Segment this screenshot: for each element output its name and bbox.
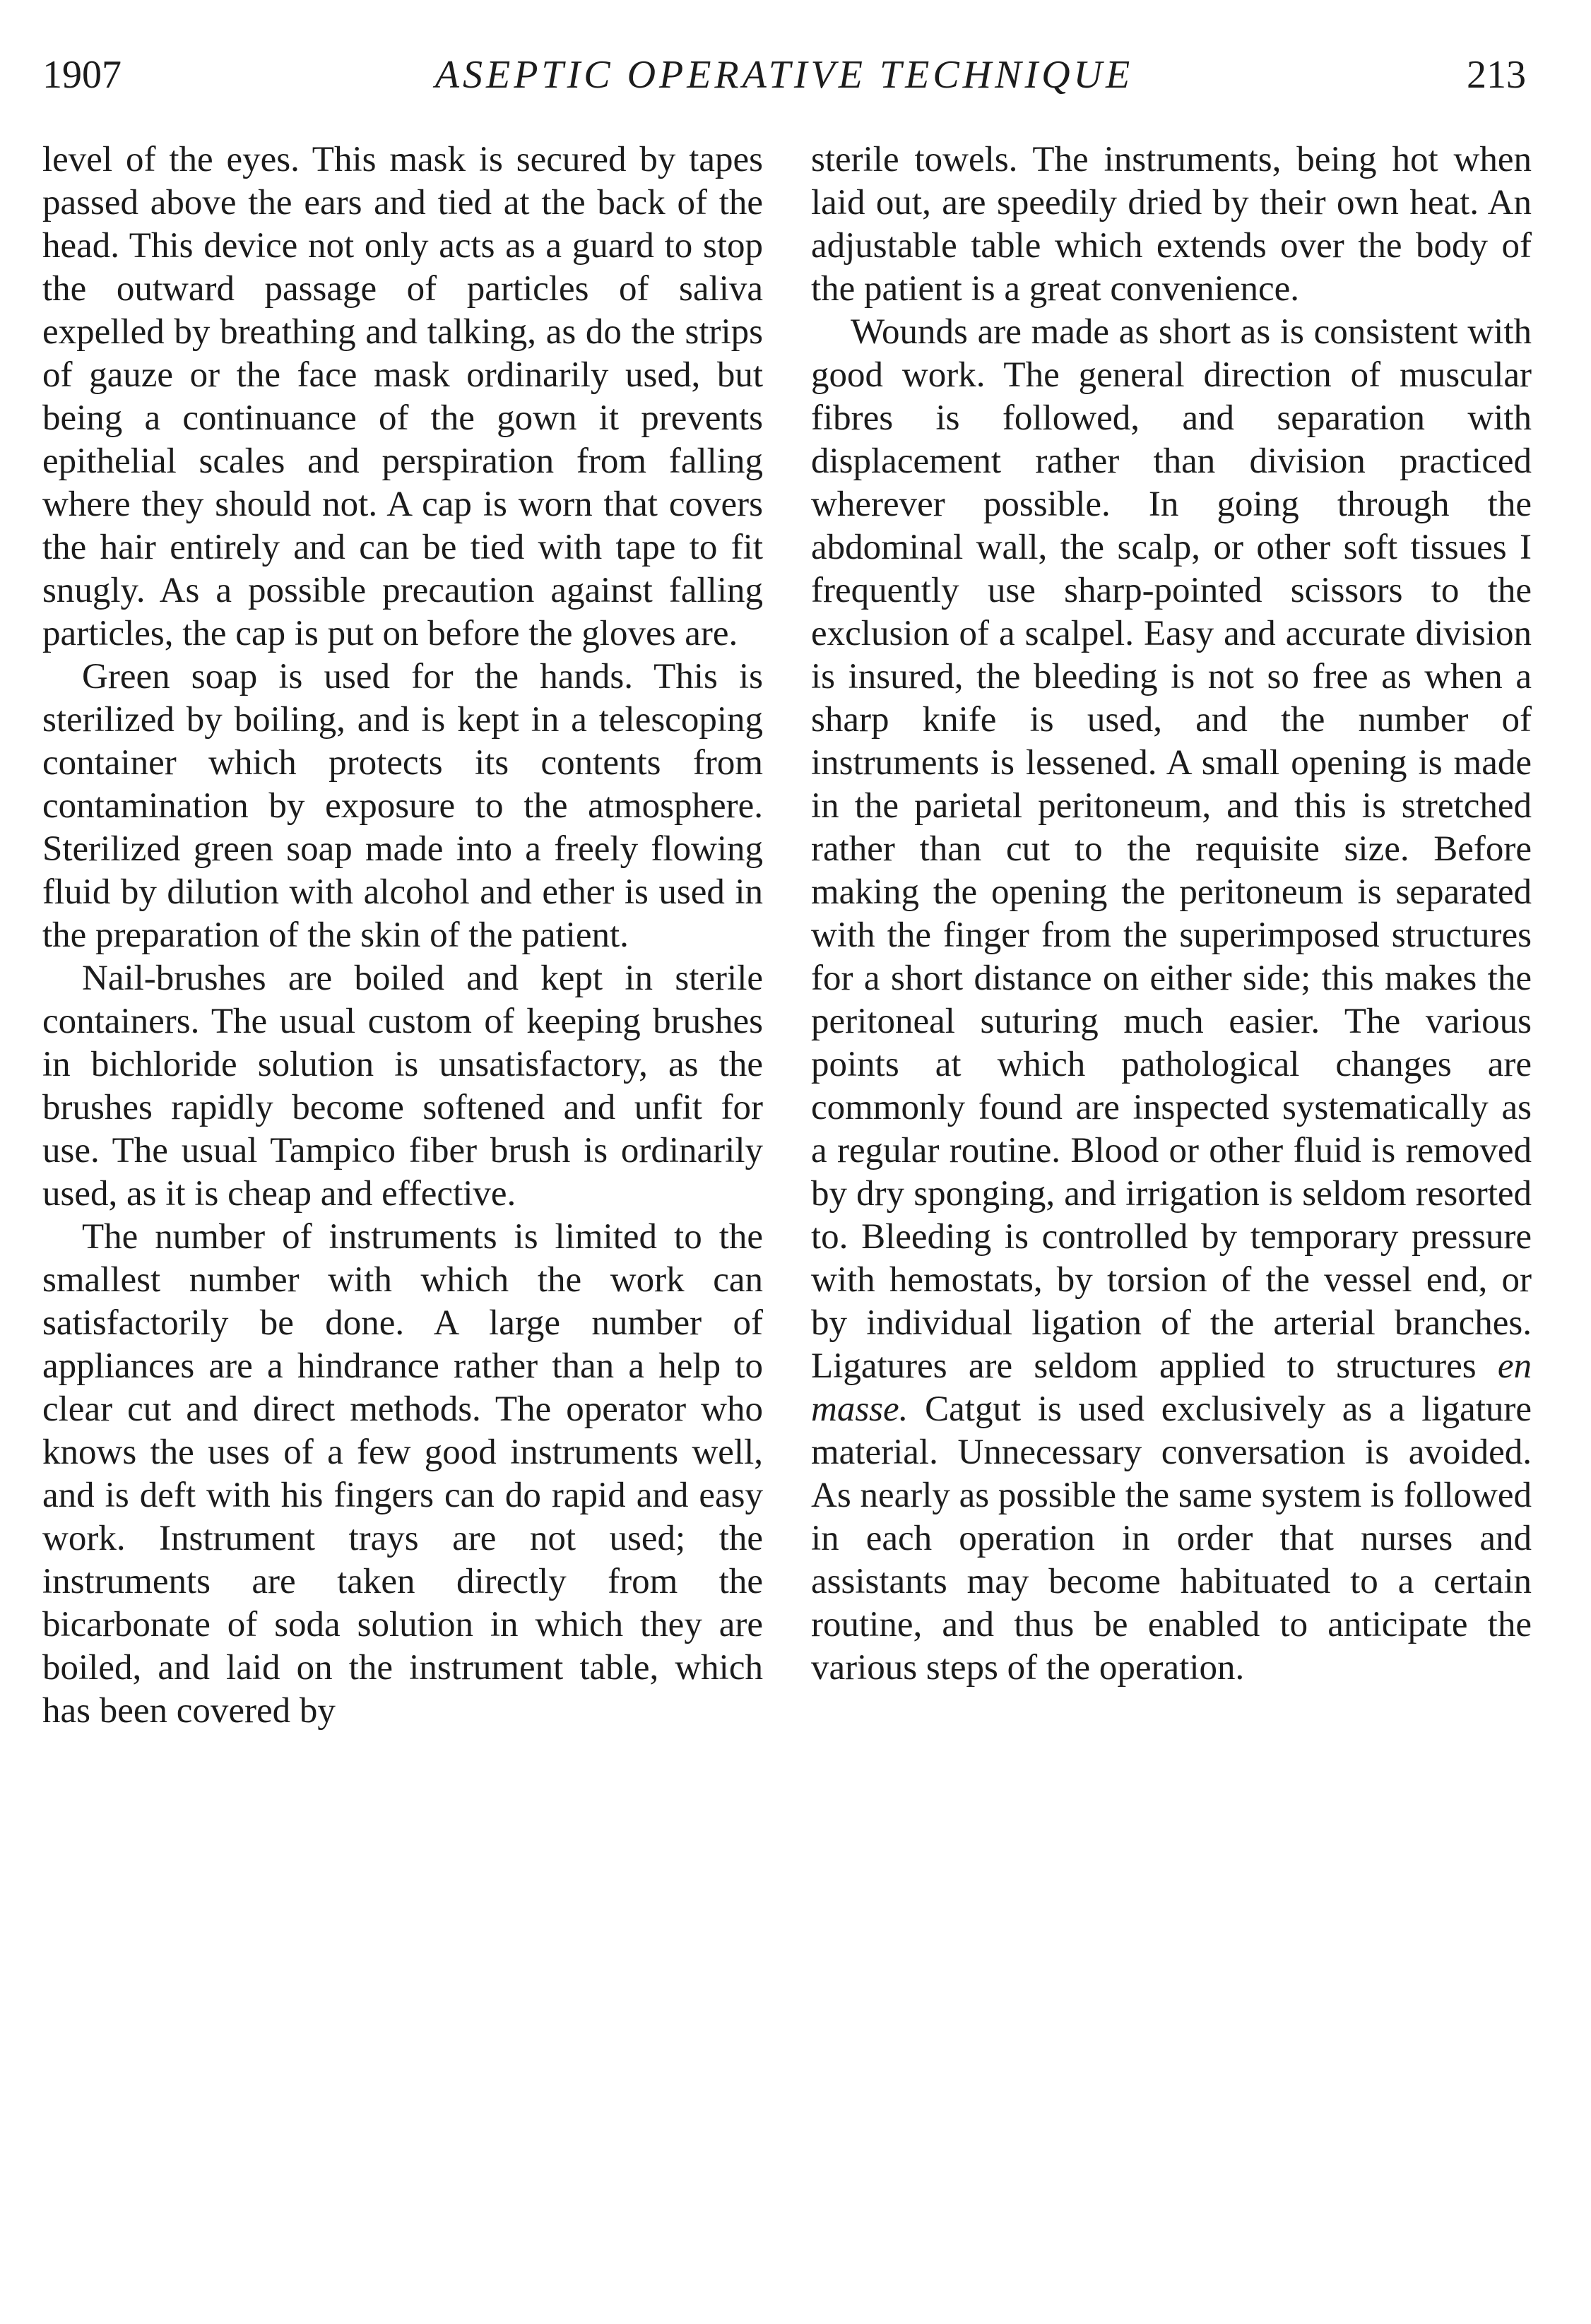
running-head-year: 1907	[42, 53, 122, 97]
paragraph-wounds-text: Wounds are made as short as is consistent with good work. The general direction of muscular fibres is followed, and separation with displacement rather than division practiced wherever possible. In going through the abdominal wall, the scalp, or other soft tissues I frequently use sharp-pointed scissors to the exclusion of a scalpel. Easy and accurate division is insured, the bleeding is not so free as when a sharp knife is used, and the number of instruments is lessened. A small opening is made in the parietal peritoneum, and this is stretched rather than cut to the requisite size. Before making the opening the peritoneum is separated with the finger from the superimposed structures for a short distance on either side; this makes the peritoneal suturing much easier. The various points at which pathological changes are commonly found are inspected systematically as a regular routine. Blood or other fluid is removed by dry sponging, and irrigation is seldom resorted to. Bleeding is controlled by temporary pressure with hemostats, by torsion of the vessel end, or by individual ligation of the arterial branches. Ligatures are seldom applied to structures	[811, 312, 1532, 1386]
paragraph-wounds-text-end: Catgut is used exclusively as a ligature material. Unnecessary conversation is avoided. As nearly as possible the same system is followed in each operation in order that nurses and assistants may become habituated to a certain routine, and thus be enabled to anticipate the various steps of the operation.	[811, 1389, 1532, 1688]
page-number: 213	[1467, 53, 1526, 97]
left-column	[42, 138, 763, 1733]
running-head	[42, 47, 1526, 103]
running-head-title: ASEPTIC OPERATIVE TECHNIQUE	[434, 53, 1134, 97]
paragraph-wounds	[811, 311, 1532, 1690]
right-column	[811, 138, 1532, 1690]
paragraph-nail-brushes: Nail-brushes are boiled and kept in sterile containers. The usual custom of keeping brushes in bichloride solution is unsatisfactory, as the brushes rapidly become softened and unfit for use. The usual Tampico fiber brush is ordinarily used, as it is cheap and effective.	[42, 959, 763, 1214]
paragraph-instruments: The number of instruments is limited to the smallest number with which the work can satisfactorily be done. A large number of appliances are a hindrance rather than a help to clear cut and direct methods. The operator who knows the uses of a few good instruments well, and is deft with his fingers can do rapid and easy work. Instrument trays are not used; the instruments are taken directly from the bicarbonate of soda solution in which they are boiled, and laid on the instrument table, which has been covered by	[42, 1217, 763, 1731]
en-masse-italic: en masse.	[811, 1346, 1532, 1429]
paragraph-sterile-towels: sterile towels. The instruments, being hot when laid out, are speedily dried by their own heat. An adjustable table which extends over the body of the patient is a great convenience.	[811, 140, 1532, 309]
paragraph-green-soap: Green soap is used for the hands. This is sterilized by boiling, and is kept in a telescoping container which protects its contents from contamination by exposure to the atmosphere. Sterilized green soap made into a freely flowing fluid by dilution with alcohol and ether is used in the preparation of the skin of the patient.	[42, 657, 763, 955]
paragraph-mask-continued: level of the eyes. This mask is secured by tapes passed above the ears and tied at the back of the head. This device not only acts as a guard to stop the outward passage of particles of saliva expelled by breathing and talking, as do the strips of gauze or the face mask ordinarily used, but being a continuance of the gown it prevents epithelial scales and perspiration from falling where they should not. A cap is worn that covers the hair entirely and can be tied with tape to fit snugly. As a possible precaution against falling particles, the cap is put on before the gloves are.	[42, 140, 763, 653]
